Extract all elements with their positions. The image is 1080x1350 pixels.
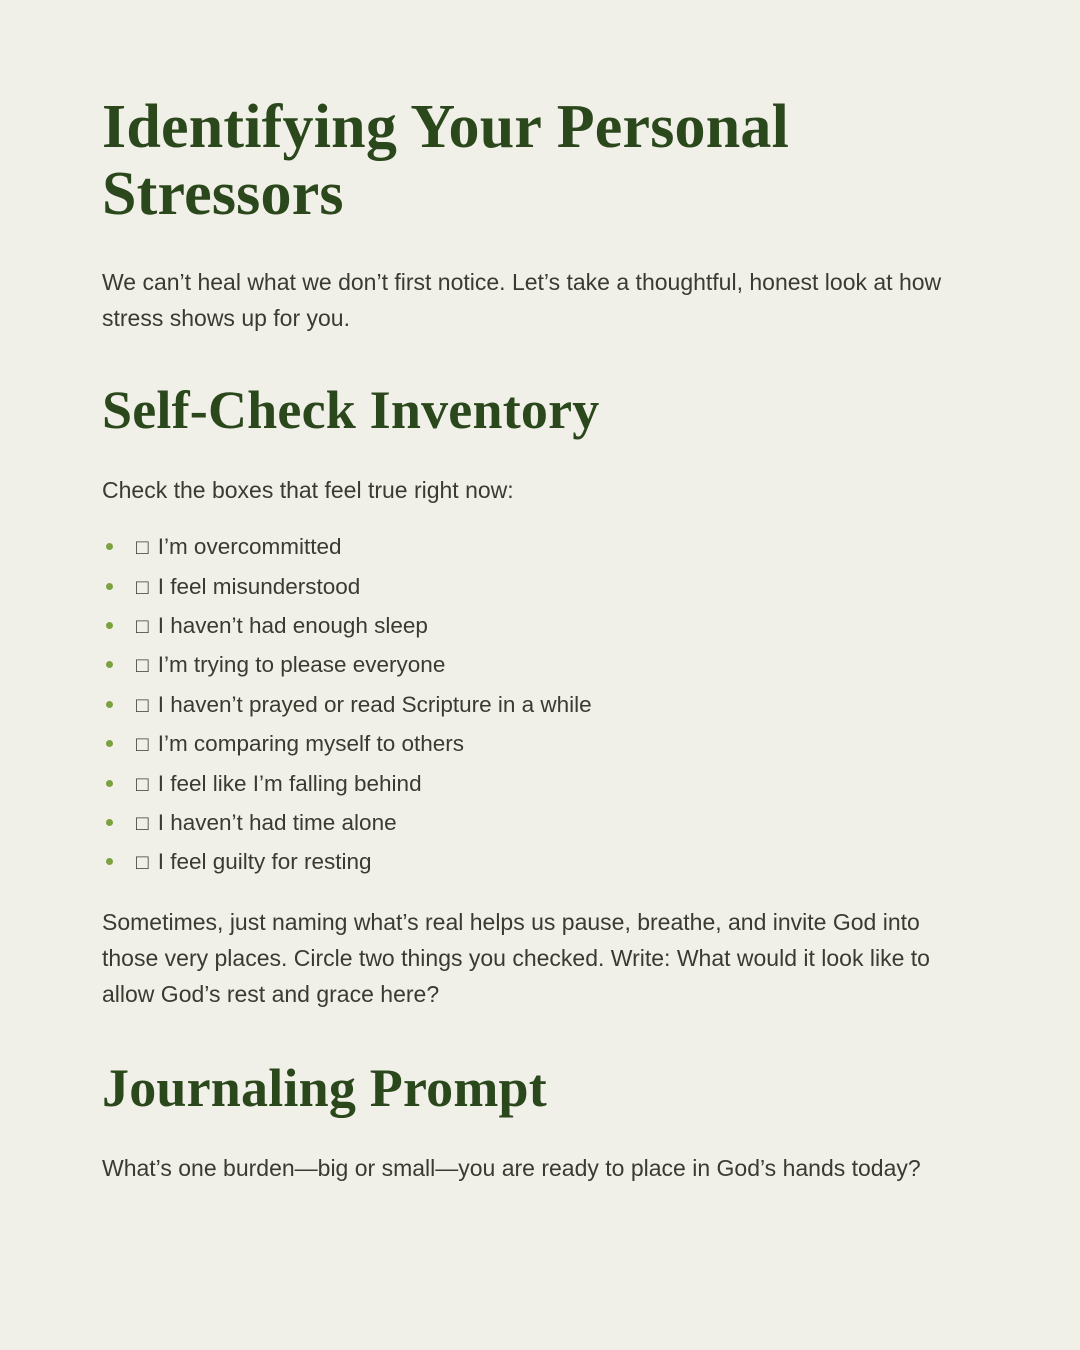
- journaling-prompt: What’s one burden—big or small—you are ready to place in God’s hands today?: [102, 1155, 921, 1182]
- list-item: [102, 532, 978, 562]
- checkbox-icon: □: [136, 536, 149, 560]
- bullet-icon: [106, 543, 113, 550]
- checklist-label: I’m comparing myself to others: [157, 731, 465, 757]
- list-item: [102, 611, 978, 641]
- checklist-instruction: Check the boxes that feel true right now:: [102, 476, 514, 503]
- checkbox-icon: □: [136, 575, 149, 599]
- bullet-icon: [106, 819, 113, 826]
- intro-paragraph: We can’t heal what we don’t first notice. Let’s take a thoughtful, honest look at how stress shows up for you.: [102, 268, 942, 332]
- checkbox-icon: □: [136, 615, 149, 639]
- page-title: Identifying Your Personal Stressors: [102, 93, 790, 228]
- bullet-icon: [106, 780, 113, 787]
- closing-paragraph: Sometimes, just naming what’s real helps us pause, breathe, and invite God into those very places. Circle two things you checked. Write: What would it look like to allow God’s rest and grace here?: [102, 908, 930, 1008]
- checklist-label: I’m overcommitted: [157, 534, 342, 560]
- section-heading-journaling: Journaling Prompt: [102, 1057, 547, 1118]
- self-check-list: [102, 532, 978, 877]
- list-item: [102, 690, 978, 720]
- checklist-label: I feel guilty for resting: [157, 849, 372, 875]
- bullet-icon: [106, 622, 113, 629]
- list-item: [102, 729, 978, 759]
- checklist-label: I feel misunderstood: [157, 573, 361, 599]
- list-item: [102, 572, 978, 602]
- checklist-label: I haven’t had enough sleep: [157, 613, 428, 639]
- bullet-icon: [106, 701, 113, 708]
- bullet-icon: [106, 858, 113, 865]
- checkbox-icon: □: [136, 654, 149, 678]
- checkbox-icon: □: [136, 693, 149, 717]
- section-heading-self-check: Self-Check Inventory: [102, 379, 600, 440]
- checkbox-icon: □: [136, 772, 149, 796]
- checkbox-icon: □: [136, 851, 149, 875]
- checkbox-icon: □: [136, 811, 149, 835]
- list-item: [102, 650, 978, 680]
- checkbox-icon: □: [136, 733, 149, 757]
- bullet-icon: [106, 583, 113, 590]
- list-item: [102, 808, 978, 838]
- checklist-label: I feel like I’m falling behind: [157, 770, 422, 796]
- list-item: [102, 769, 978, 799]
- checklist-label: I’m trying to please everyone: [157, 652, 446, 678]
- bullet-icon: [106, 661, 113, 668]
- bullet-icon: [106, 740, 113, 747]
- list-item: [102, 847, 978, 877]
- checklist-label: I haven’t prayed or read Scripture in a while: [157, 691, 592, 717]
- checklist-label: I haven’t had time alone: [157, 809, 397, 835]
